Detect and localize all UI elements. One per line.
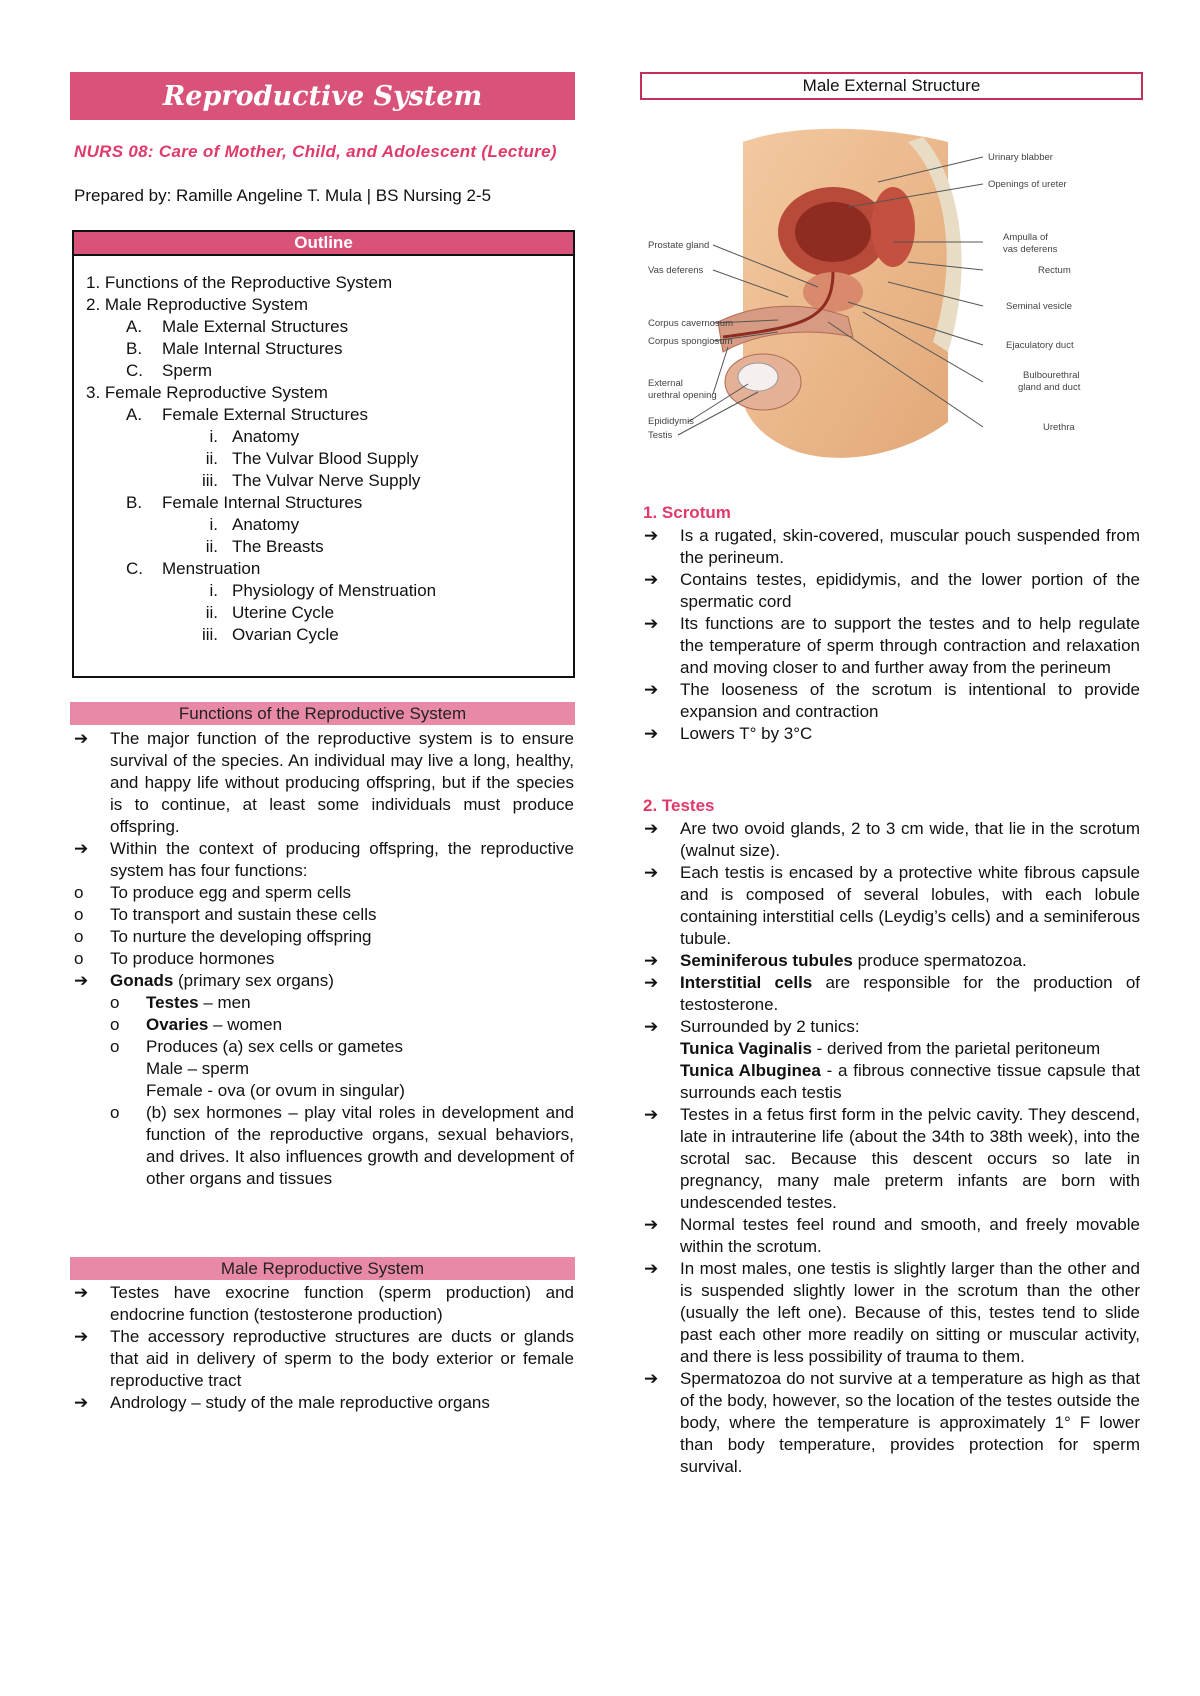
bullet-icon: o bbox=[110, 1103, 120, 1122]
outline-item: B. Male Internal Structures bbox=[126, 339, 343, 358]
arrow-icon: ➔ bbox=[644, 819, 659, 838]
bullet-icon: o bbox=[74, 883, 84, 902]
bullet-icon: o bbox=[74, 905, 84, 924]
list-item: o Ovaries – women bbox=[110, 1015, 283, 1034]
bullet-icon: o bbox=[74, 927, 84, 946]
label-vas: Vas deferens bbox=[648, 265, 704, 276]
outline-item: A. Female External Structures bbox=[126, 405, 368, 424]
outline-item: i. Anatomy bbox=[209, 427, 300, 446]
male-heading: Male Reproductive System bbox=[70, 1257, 575, 1280]
document-title: Reproductive System bbox=[70, 72, 575, 120]
arrow-icon: ➔ bbox=[74, 1327, 89, 1346]
list-item: ➔ Within the context of producing offspring, the reproductive system has four functions: bbox=[70, 838, 574, 882]
list-item: ➔ Gonads (primary sex organs) bbox=[70, 970, 574, 992]
list-item: ➔ The major function of the reproductive system is to ensure survival of the species. An individual may live a long, healthy, and happy life without producing offspring, but if the species is to continue, at least some individuals must produce offspring. bbox=[70, 728, 574, 838]
list-item: ➔ Andrology – study of the male reproductive organs bbox=[70, 1392, 574, 1414]
label-bulbo-1: Bulbourethral bbox=[1023, 370, 1080, 381]
list-item: ➔ Seminiferous tubules produce spermatozoa. bbox=[640, 950, 1140, 972]
course-title: NURS 08: Care of Mother, Child, and Adolescent (Lecture) bbox=[74, 142, 557, 161]
label-ampulla-2: vas deferens bbox=[1003, 244, 1058, 255]
outline-item: iii. The Vulvar Nerve Supply bbox=[201, 471, 421, 490]
list-item: ➔ Testes have exocrine function (sperm production) and endocrine function (testosterone production) bbox=[70, 1282, 574, 1326]
label-rectum: Rectum bbox=[1038, 265, 1071, 276]
arrow-icon: ➔ bbox=[644, 951, 659, 970]
arrow-icon: ➔ bbox=[74, 839, 89, 858]
list-item: ➔ Surrounded by 2 tunics: Tunica Vaginalis - derived from the parietal peritoneum Tunica Albuginea - a fibrous connective tissue capsule that surrounds each testis bbox=[640, 1016, 1140, 1104]
bullet-icon: o bbox=[110, 993, 120, 1012]
arrow-icon: ➔ bbox=[644, 680, 659, 699]
arrow-icon: ➔ bbox=[644, 614, 659, 633]
list-item: o Produces (a) sex cells or gametes Male – sperm Female - ova (or ovum in singular) bbox=[110, 1037, 405, 1100]
list-item: ➔ The accessory reproductive structures are ducts or glands that aid in delivery of sperm to the body exterior or female reproductive tract bbox=[70, 1326, 574, 1392]
arrow-icon: ➔ bbox=[644, 570, 659, 589]
label-ureter: Openings of ureter bbox=[988, 179, 1067, 190]
outline-item: 3. Female Reproductive System bbox=[86, 383, 328, 402]
bullet-icon: o bbox=[74, 949, 84, 968]
arrow-icon: ➔ bbox=[644, 1017, 659, 1036]
outline-heading: Outline bbox=[74, 232, 573, 256]
label-bulbo-2: gland and duct bbox=[1018, 382, 1081, 393]
outline-item: 2. Male Reproductive System bbox=[86, 295, 309, 314]
arrow-icon: ➔ bbox=[644, 724, 659, 743]
label-urinary: Urinary blabber bbox=[988, 152, 1053, 163]
list-item: ➔ Are two ovoid glands, 2 to 3 cm wide, that lie in the scrotum (walnut size). bbox=[640, 818, 1140, 862]
arrow-icon: ➔ bbox=[74, 1283, 89, 1302]
outline-item: ii. Uterine Cycle bbox=[205, 603, 335, 622]
label-external-2: urethral opening bbox=[648, 390, 717, 401]
label-epididymis: Epididymis bbox=[648, 416, 694, 427]
outline-item: 1. Functions of the Reproductive System bbox=[86, 273, 393, 292]
label-ampulla-1: Ampulla of bbox=[1003, 232, 1048, 243]
list-item: ➔ Each testis is encased by a protective white fibrous capsule and is composed of several lobules, with each lobule containing interstitial cells (Leydig’s cells) and a seminiferous tubule. bbox=[640, 862, 1140, 950]
list-item: ➔ In most males, one testis is slightly larger than the other and is suspended slightly lower in the scrotum than the other (usually the left one). Because of this, testes tend to slide past each other more readily on sitting or muscular activity, and there is less possibility of trauma to them. bbox=[640, 1258, 1140, 1368]
label-spongiosum: Corpus spongiosum bbox=[648, 336, 733, 347]
arrow-icon: ➔ bbox=[644, 526, 659, 545]
list-item: ➔ Lowers T° by 3°C bbox=[640, 723, 1140, 745]
list-item: o To produce hormones bbox=[70, 948, 574, 970]
bullet-icon: o bbox=[110, 1037, 120, 1056]
label-prostate: Prostate gland bbox=[648, 240, 710, 251]
outline-item: C. Sperm bbox=[126, 361, 213, 380]
outline-item: ii. The Vulvar Blood Supply bbox=[205, 449, 419, 468]
list-item: o (b) sex hormones – play vital roles in development and function of the reproductive organs, sexual behaviors, and drives. It also influences growth and development of other organs and tissues bbox=[110, 1103, 574, 1188]
arrow-icon: ➔ bbox=[644, 863, 659, 882]
list-item: ➔ The looseness of the scrotum is intentional to provide expansion and contraction bbox=[640, 679, 1140, 723]
list-item: ➔ Is a rugated, skin-covered, muscular pouch suspended from the perineum. bbox=[640, 525, 1140, 569]
arrow-icon: ➔ bbox=[74, 971, 89, 990]
outline-item: A. Male External Structures bbox=[126, 317, 349, 336]
anatomy-figure bbox=[648, 122, 1138, 482]
testes-heading: 2. Testes bbox=[643, 796, 715, 815]
arrow-icon: ➔ bbox=[644, 1259, 659, 1278]
male-body bbox=[70, 1282, 574, 1414]
external-heading: Male External Structure bbox=[640, 72, 1143, 100]
prepared-by: Prepared by: Ramille Angeline T. Mula | BS Nursing 2-5 bbox=[74, 186, 492, 205]
label-external-1: External bbox=[648, 378, 683, 389]
list-item: ➔ Testes in a fetus first form in the pelvic cavity. They descend, late in intrauterine life (about the 34th to 38th week), into the scrotal sac. Because this descent occurs so late in pregnancy, many male preterm infants are born with undescended testes. bbox=[640, 1104, 1140, 1214]
outline-list bbox=[74, 256, 573, 646]
list-item: ➔ Interstitial cells are responsible for the production of testosterone. bbox=[640, 972, 1140, 1016]
list-item: o To produce egg and sperm cells bbox=[70, 882, 574, 904]
arrow-icon: ➔ bbox=[644, 1215, 659, 1234]
outline-item: iii. Ovarian Cycle bbox=[201, 625, 339, 644]
outline-item: B. Female Internal Structures bbox=[126, 493, 363, 512]
arrow-icon: ➔ bbox=[74, 729, 89, 748]
arrow-icon: ➔ bbox=[74, 1393, 89, 1412]
list-item: o To transport and sustain these cells bbox=[70, 904, 574, 926]
list-item: o Testes – men bbox=[110, 993, 251, 1012]
list-item: ➔ Contains testes, epididymis, and the lower portion of the spermatic cord bbox=[640, 569, 1140, 613]
arrow-icon: ➔ bbox=[644, 1105, 659, 1124]
outline-item: i. Anatomy bbox=[209, 515, 300, 534]
outline-item: ii. The Breasts bbox=[205, 537, 324, 556]
testes-body bbox=[640, 818, 1140, 1478]
outline-item: C. Menstruation bbox=[126, 559, 261, 578]
scrotum-heading: 1. Scrotum bbox=[643, 503, 731, 522]
arrow-icon: ➔ bbox=[644, 1369, 659, 1388]
arrow-icon: ➔ bbox=[644, 973, 659, 992]
bullet-icon: o bbox=[110, 1015, 120, 1034]
label-cavernosum: Corpus cavernosum bbox=[648, 318, 734, 329]
scrotum-body bbox=[640, 525, 1140, 745]
outline-box bbox=[72, 230, 575, 678]
list-item: o To nurture the developing offspring bbox=[70, 926, 574, 948]
label-testis: Testis bbox=[648, 430, 673, 441]
functions-body bbox=[70, 728, 574, 1190]
list-item: ➔ Spermatozoa do not survive at a temperature as high as that of the body, however, so the location of the testes outside the body, where the temperature is approximately 1° F lower than body temperature, provides protection for sperm survival. bbox=[640, 1368, 1140, 1478]
list-item: ➔ Normal testes feel round and smooth, and freely movable within the scrotum. bbox=[640, 1214, 1140, 1258]
outline-item: i. Physiology of Menstruation bbox=[209, 581, 437, 600]
label-urethra: Urethra bbox=[1043, 422, 1075, 433]
list-item: ➔ Its functions are to support the testes and to help regulate the temperature of sperm through contraction and relaxation and moving closer to and further away from the perineum bbox=[640, 613, 1140, 679]
label-vesicle: Seminal vesicle bbox=[1006, 301, 1072, 312]
functions-heading: Functions of the Reproductive System bbox=[70, 702, 575, 725]
label-ejac: Ejaculatory duct bbox=[1006, 340, 1074, 351]
